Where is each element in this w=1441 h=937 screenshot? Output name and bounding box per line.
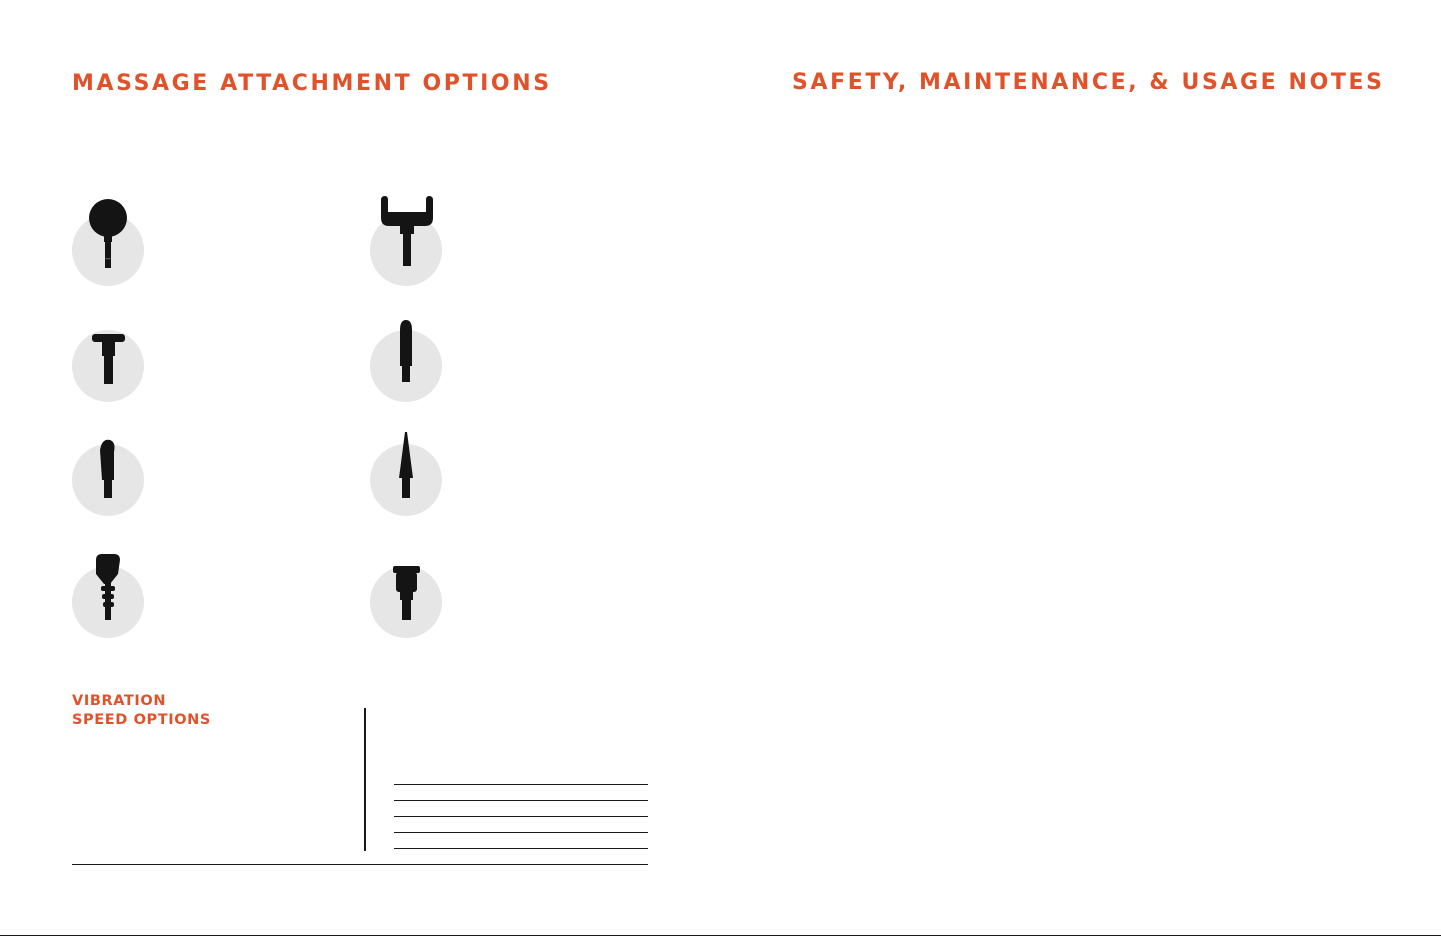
vibration-heading-line2: SPEED OPTIONS [72,712,211,728]
section-bottom-rule [72,864,648,865]
column-divider [364,708,366,851]
speed-table-rule [394,848,648,849]
ball-head-attachment-icon [72,186,146,286]
speed-table-rule [394,800,648,801]
wedge-head-attachment-icon [72,416,146,516]
spiral-head-attachment-icon [72,538,146,638]
vibration-speed-options-heading [72,692,211,730]
speed-table-rule [394,784,648,785]
cushion-head-attachment-icon [370,538,444,638]
massage-attachment-options-heading: MASSAGE ATTACHMENT OPTIONS [72,71,552,96]
vibration-heading-line1: VIBRATION [72,693,167,709]
page-edge-rule [0,935,1441,936]
safety-maintenance-usage-heading: SAFETY, MAINTENANCE, & USAGE NOTES [792,70,1385,95]
speed-table-rule [394,816,648,817]
cone-head-attachment-icon [370,416,444,516]
flat-head-attachment-icon [72,302,146,402]
fork-head-attachment-icon [370,186,444,286]
speed-table-rule [394,832,648,833]
bullet-head-attachment-icon [370,302,444,402]
